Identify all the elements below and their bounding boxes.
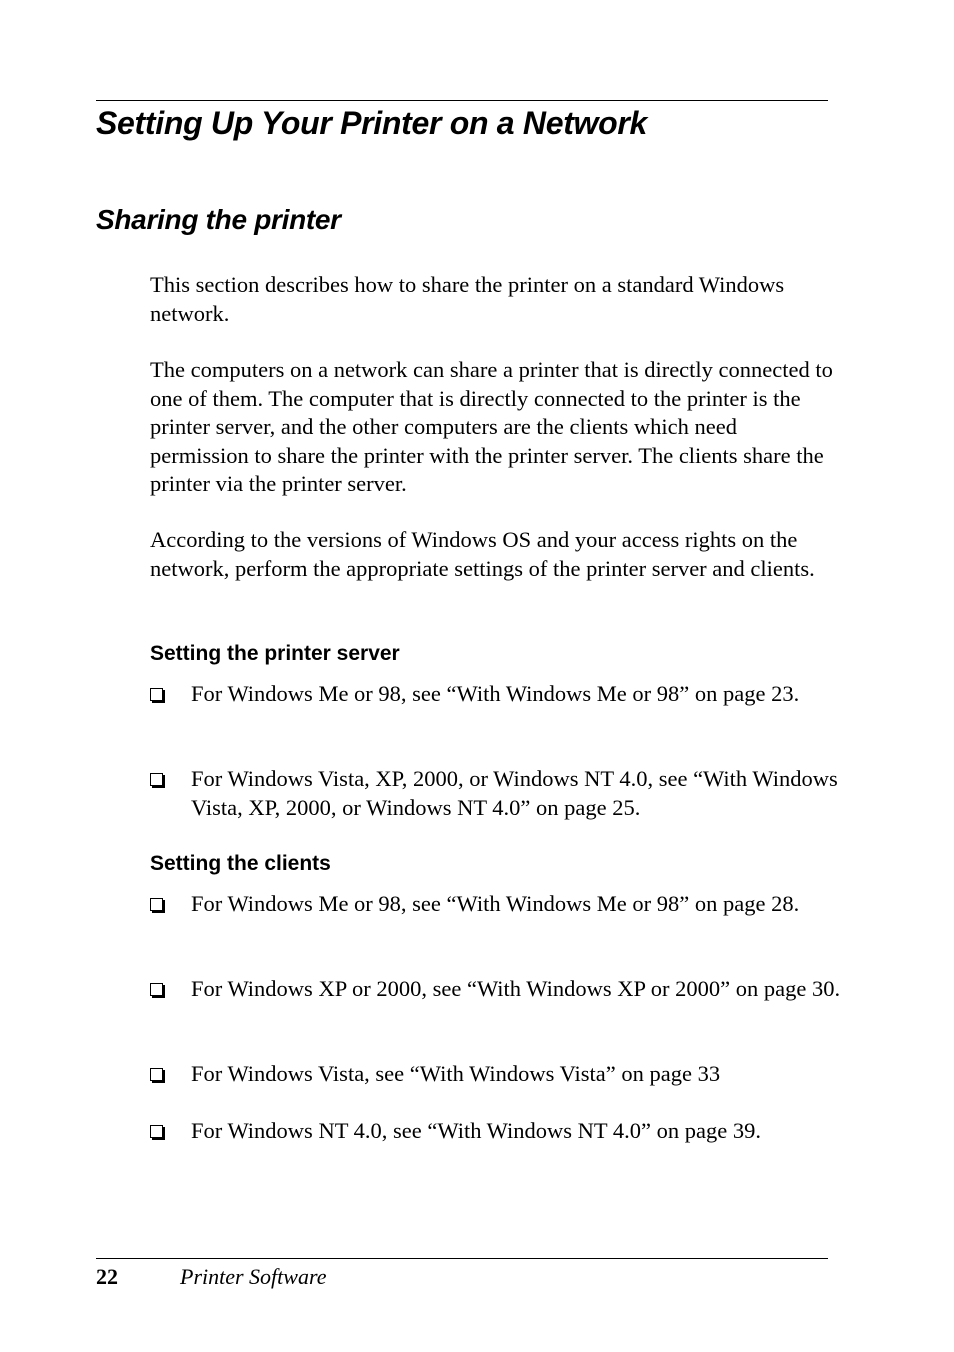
list-item-text: For Windows NT 4.0, see “With Windows NT 4.0” on page 39. xyxy=(191,1118,761,1143)
list-item-text: For Windows XP or 2000, see “With Windows XP or 2000” on page 30. xyxy=(191,976,841,1001)
list-item-text: For Windows Vista, XP, 2000, or Windows NT 4.0, see “With Windows Vista, XP, 2000, or Windows NT 4.0” on page 25. xyxy=(191,766,838,820)
footer-rule xyxy=(96,1258,828,1259)
page-number: 22 xyxy=(96,1264,118,1289)
checkbox-bullet-icon xyxy=(150,1068,163,1081)
explanation-paragraph: The computers on a network can share a printer that is directly connected to one of them. The computer that is directly connected to the printer is the printer server, and the other computers are the clients which need permission to share the printer with the printer server. The clients share the printer via the printer server. xyxy=(150,357,833,496)
chapter-title: Setting Up Your Printer on a Network xyxy=(96,105,648,141)
checkbox-bullet-icon xyxy=(150,898,163,911)
checkbox-bullet-icon xyxy=(150,773,163,786)
list-item-text: For Windows Me or 98, see “With Windows Me or 98” on page 28. xyxy=(191,891,800,916)
printer-server-heading: Setting the printer server xyxy=(150,642,400,665)
settings-paragraph: According to the versions of Windows OS and your access rights on the network, perform the appropriate settings of the printer server and clients. xyxy=(150,527,815,581)
clients-heading: Setting the clients xyxy=(150,852,331,875)
footer-section-name: Printer Software xyxy=(180,1264,327,1289)
section-title: Sharing the printer xyxy=(96,204,341,235)
checkbox-bullet-icon xyxy=(150,1125,163,1138)
checkbox-bullet-icon xyxy=(150,688,163,701)
checkbox-bullet-icon xyxy=(150,983,163,996)
list-item-text: For Windows Vista, see “With Windows Vista” on page 33 xyxy=(191,1061,721,1086)
list-item-text: For Windows Me or 98, see “With Windows Me or 98” on page 23. xyxy=(191,681,800,706)
intro-paragraph: This section describes how to share the printer on a standard Windows network. xyxy=(150,272,785,326)
